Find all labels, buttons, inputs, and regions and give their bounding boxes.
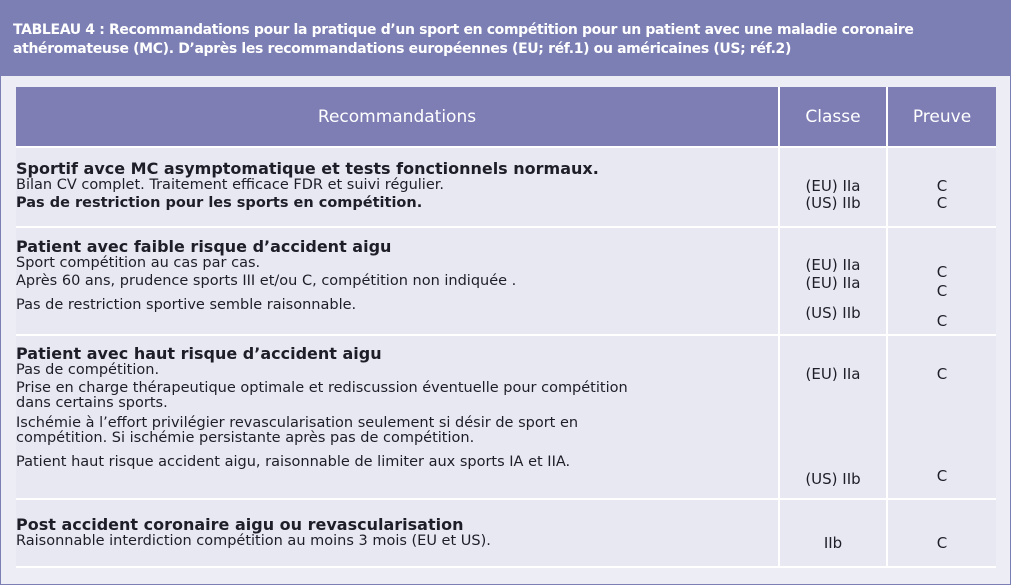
class-value: (US) IIb <box>805 470 861 488</box>
class-value: (EU) IIa <box>805 365 861 383</box>
evidence-value: C <box>936 177 948 195</box>
evidence-cell <box>887 227 996 335</box>
column-header-recommendations: Recommandations <box>16 87 779 147</box>
header-row <box>16 87 996 147</box>
recommendation-text: Sport compétition au cas par cas. <box>16 255 261 271</box>
recommendation-text: Pas de restriction pour les sports en compétition. <box>16 195 423 211</box>
column-header-evidence: Preuve <box>887 87 996 147</box>
table-caption: TABLEAU 4 : Recommandations pour la pratique d’un sport en compétition pour un patient avec une maladie coronaire athéromateuse (MC). D’après les recommandations européennes (EU; réf.1) ou américaines (US; réf.2) <box>1 1 1010 76</box>
class-value: (EU) IIa <box>805 177 861 195</box>
evidence-cell <box>887 335 996 499</box>
class-cell <box>779 499 887 567</box>
evidence-cell <box>887 147 996 227</box>
table-row <box>16 147 996 227</box>
recommendation-text: Bilan CV complet. Traitement efficace FDR et suivi régulier. <box>16 177 444 193</box>
class-value: IIb <box>823 534 843 552</box>
recommendation-cell <box>16 335 779 499</box>
class-cell <box>779 335 887 499</box>
table-row <box>16 499 996 567</box>
class-value: (EU) IIa <box>805 274 861 292</box>
class-cell <box>779 227 887 335</box>
recommendation-cell <box>16 147 779 227</box>
row-heading: Post accident coronaire aigu ou revascularisation <box>16 515 464 534</box>
class-cell <box>779 147 887 227</box>
recommendation-text: dans certains sports. <box>16 395 168 411</box>
class-value: (EU) IIa <box>805 256 861 274</box>
recommendation-text: compétition. Si ischémie persistante après pas de compétition. <box>16 430 475 446</box>
recommendation-cell <box>16 499 779 567</box>
recommendation-text: Patient haut risque accident aigu, raisonnable de limiter aux sports IA et IIA. <box>16 454 571 470</box>
evidence-value: C <box>936 534 948 552</box>
evidence-value: C <box>936 365 948 383</box>
evidence-value: C <box>936 467 948 485</box>
table-row <box>16 227 996 335</box>
recommendation-text: Pas de compétition. <box>16 362 160 378</box>
evidence-value: C <box>936 194 948 212</box>
recommendation-cell <box>16 227 779 335</box>
evidence-value: C <box>936 312 948 330</box>
evidence-value: C <box>936 263 948 281</box>
class-value: (US) IIb <box>805 304 861 322</box>
recommendation-text: Après 60 ans, prudence sports III et/ou C, compétition non indiquée . <box>16 273 517 289</box>
evidence-value: C <box>936 282 948 300</box>
row-heading: Sportif avce MC asymptomatique et tests fonctionnels normaux. <box>16 159 599 178</box>
recommendation-text: Raisonnable interdiction compétition au moins 3 mois (EU et US). <box>16 533 491 549</box>
recommendations-table <box>16 87 996 568</box>
recommendation-text: Ischémie à l’effort privilégier revascularisation seulement si désir de sport en <box>16 415 579 431</box>
row-heading: Patient avec faible risque d’accident aigu <box>16 237 392 256</box>
table-row <box>16 335 996 499</box>
row-heading: Patient avec haut risque d’accident aigu <box>16 344 382 363</box>
class-value: (US) IIb <box>805 194 861 212</box>
column-header-class: Classe <box>779 87 887 147</box>
recommendation-text: Pas de restriction sportive semble raisonnable. <box>16 297 357 313</box>
evidence-cell <box>887 499 996 567</box>
recommendation-text: Prise en charge thérapeutique optimale et rediscussion éventuelle pour compétition <box>16 380 628 396</box>
